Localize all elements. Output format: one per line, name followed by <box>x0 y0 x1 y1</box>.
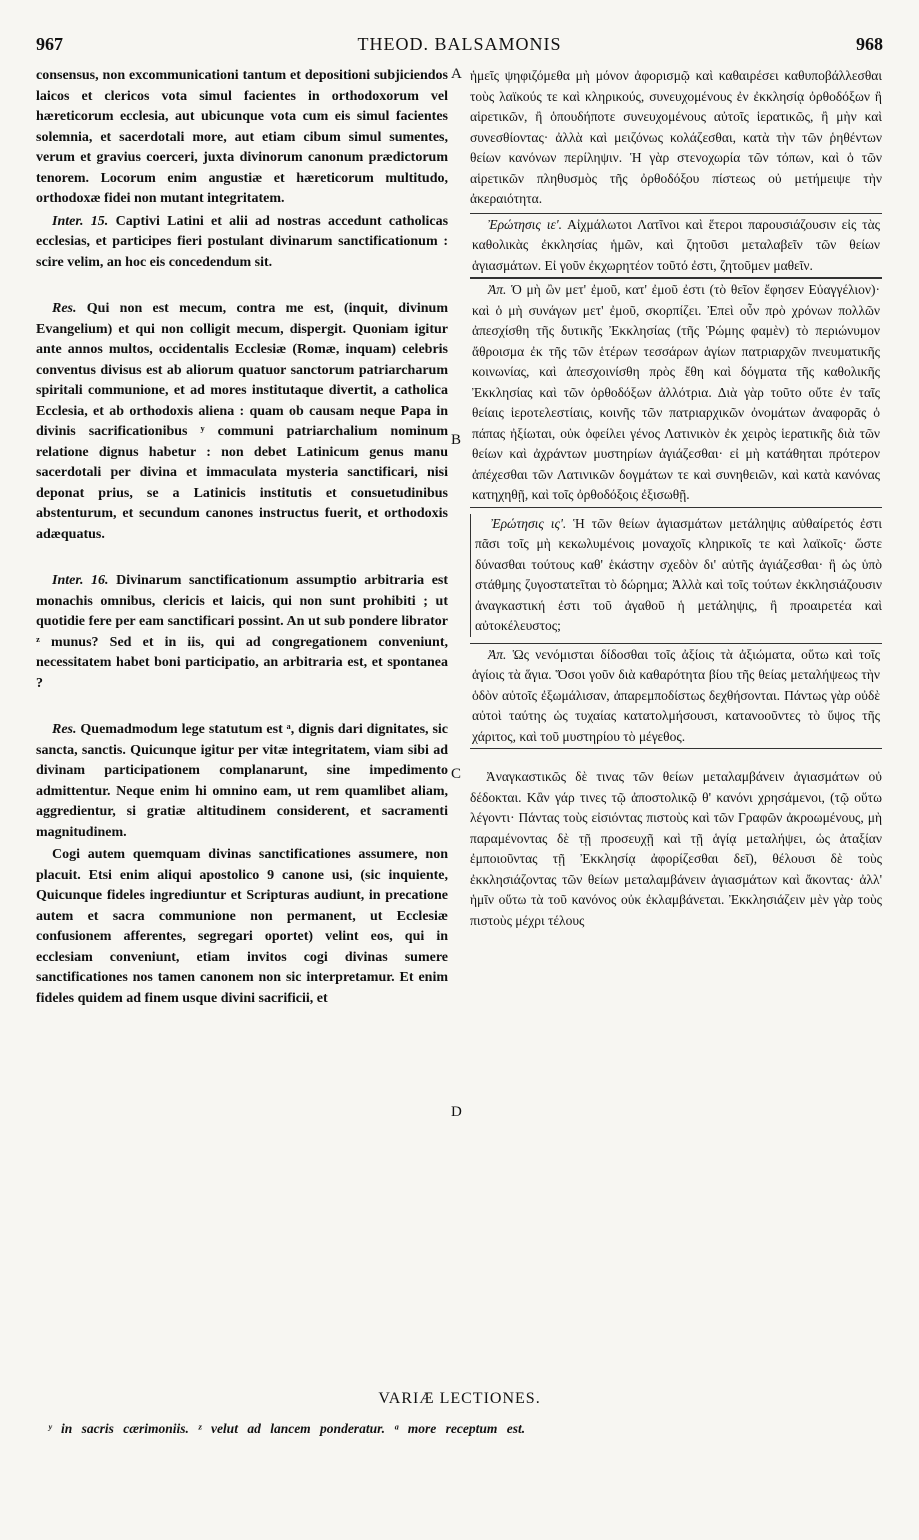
latin-column <box>36 66 448 1009</box>
greek-column <box>470 66 882 931</box>
margin-letter-d: D <box>451 1104 462 1120</box>
latin-paragraph-6: Cogi autem quemquam divinas sanctificationes assumere, non placuit. Etsi enim aliqui apostolico 9 canone usi, (sic inquiente, Quicunque fideles ingrediuntur et Scripturas audiunt, in precatione autem et sacra communione non permanent, ut Ecclesiæ confusionem afferentes, segregari oportet) velint eos, qui in ecclesiam conveniunt, etiam invitos cogi divinas sumere sanctificationes nos tamen canonem non sic interpretamur. Et enim fideles quidem ad finem usque divini sacrificii, et <box>36 847 448 1006</box>
running-title: THEOD. BALSAMONIS <box>357 34 562 54</box>
greek-paragraph-4: Ἡ τῶν θείων ἁγιασμάτων μετάληψις αὐθαίρετός ἐστι πᾶσι τοῖς μὴ κεκωλυμένοις μοναχοῖς κληρικοῖς τε καὶ λαϊκοῖς· ὥστε δύνασθαι τούτους καθ' ἑκάστην σχεδὸν δι' αὐτῆς ἁγιάζεσθαι· ἢ ὡς ὑπὸ στάθμης ζυγοστατεῖται τὸ δώρημα; Ἀλλὰ καὶ τοῖς τούτων ἐκκλησιάζουσιν ἀναγκαστική ἐστι τοῦ ἀγαθοῦ ἡ μετάληψις, ἢ προαιρετέα καὶ αὐτοκέλευστος; <box>475 515 883 633</box>
margin-letter-c: C <box>451 766 462 782</box>
margin-letter-a: A <box>451 66 462 82</box>
greek-paragraph-2: Αἰχμάλωτοι Λατῖνοι καὶ ἕτεροι παρουσιάζουσιν εἰς τὰς καθολικὰς ἐκκλησίας ἡμῶν, καὶ ζητοῦσι μεταλαβεῖν τῶν θείων ἁγιασμάτων. Εἰ γοῦν ἐκχωρητέον τοῦτό ἐστι, ζητοῦμεν μαθεῖν. <box>472 216 880 273</box>
greek-label-erotesis-15: Ἐρώτησις ιε'. <box>488 216 563 232</box>
latin-label-res-1: Res. <box>52 301 77 316</box>
variae-lectiones-notes: ʸ in sacris cærimoniis. ᶻ velut ad lancem ponderatur. ᵃ more receptum est. <box>48 1421 526 1436</box>
latin-paragraph-5: Quemadmodum lege statutum est ᵃ, dignis dari dignitates, sic sancta, sanctis. Quicunque igitur per vitæ integritatem, viam sibi ad divinam participationem complanarunt, sine impedimento admittentur. Neque enim hi omnino eam, ut rem quamlibet aliam, aggredientur, si gratiæ altitudinem considerent, et sacramenti magnitudinem. <box>36 722 448 840</box>
page-number-left: 967 <box>36 34 63 54</box>
greek-label-erotesis-16: Ἐρώτησις ις'. <box>491 515 567 531</box>
latin-paragraph-4: Divinarum sanctificationum assumptio arbitraria est monachis omnibus, clericis et laicis, qui non sunt prohibiti ; ut quotidie fere per eam sanctificari possint. An ut sub pondere librator ᶻ munus? Sed et in iis, qui ad congregationem conveniunt, necessitatem habet boni participatio, an arbitraria est, et spontanea ? <box>36 573 449 691</box>
greek-paragraph-1: ἡμεῖς ψηφιζόμεθα μὴ μόνον ἀφορισμῷ καὶ καθαιρέσει καθυποβάλλεσθαι τοὺς λαϊκούς τε καὶ κληρικούς, συνευχομένους ἐν ἐκκλησίᾳ ὀρθοδόξων ἢ αἱρετικῶν, ἢ ὁπουδήποτε συνευχομένους αὐτοῖς ἱερατικῶς, ἢ μὴν καὶ συνεσθίοντας· ἀλλὰ καὶ μειζόνως κολάζεσθαι, κατὰ τὴν τῶν ῥηθέντων θείων κανόνων περίληψιν. Ἡ γὰρ στενοχωρία τῶν τόπων, καὶ ὁ τῶν αἱρετικῶν πληθυσμὸς τῆς ὀρθοδόξου πίστεως οὐ μετήμειψε τὴν ἀκεραιότητα. <box>470 68 882 206</box>
page-number-right: 968 <box>856 34 883 54</box>
greek-label-ap-1: Ἀπ. <box>488 282 507 297</box>
latin-paragraph-3: Qui non est mecum, contra me est, (inquit, divinum Evangelium) et qui non colligit mecum, dispergit. Quoniam igitur ante annos multos, occidentalis Ecclesiæ (Romæ, inquam) celebris conventus divisus est ab aliorum quatuor sanctorum patriarcharum spiritali communione, et ad mores institutaque divertit, a catholica Ecclesia, et ab orthodoxis aliena : quam ob causam neque Papa in divinis sacrificationibus ʸ communi patriarchalium nominum relatione dignus habetur : non debet Latinicum genus manu sacerdotali per divina et immaculata mysteria sanctificari, nisi deponat prius, se a Latinicis institutis et consuetudinibus abstenturum, et secundum canones instructus fuerit, et orthodoxis adæquatus. <box>36 301 448 542</box>
page-header <box>36 34 883 58</box>
greek-paragraph-5: Ὡς νενόμισται δίδοσθαι τοῖς ἀξίοις τὰ ἀξιώματα, οὕτω καὶ τοῖς ἁγίοις τὰ ἅγια. Ὅσοι γοῦν διὰ καθαρότητα βίου τῆς θείας μεταλήψεως τὴν ὁδὸν αὐτοῖς ἐξωμάλισαν, ἀπαρεμποδίστως δεχθήσονται. Πάντως γὰρ οὐδὲ αὐτοὶ ταύτης ὡς τυχαίας κατατολμήσουσι, κατανοοῦντες τὸ ὕψος τῆς χάριτος, καὶ τοῦ μυστηρίου τὸ μέγεθος. <box>472 646 880 744</box>
margin-letter-b: B <box>451 432 462 448</box>
variae-lectiones-title: VARIÆ LECTIONES. <box>378 1390 541 1407</box>
latin-paragraph-2: Captivi Latini et alii ad nostras accedunt catholicas ecclesias, et participes fieri postulant divinarum sanctificationum : scire velim, an hoc eis concedendum sit. <box>36 213 449 270</box>
latin-label-inter-16: Inter. 16. <box>52 573 109 588</box>
greek-label-ap-2: Ἀπ. <box>488 646 507 662</box>
greek-paragraph-3: Ὁ μὴ ὢν μετ' ἐμοῦ, κατ' ἐμοῦ ἐστι (τὸ θεῖον ἔφησεν Εὐαγγέλιον)· καὶ ὁ μὴ συνάγων μετ' ἐμοῦ, σκορπίζει. Ἐπεὶ οὖν πρὸ χρόνων πολλῶν ἀπεσχίσθη τῆς δυτικῆς Ἐκκλησίας (τῆς Ῥώμης φαμὲν) τὸ περιώνυμον ἄθροισμα ἐκ τῆς τῶν ἑτέρων τεσσάρων ἁγίων πατριαρχῶν πνευματικῆς κοινωνίας, καὶ ἀπεσχοινίσθη πρὸς ἔθη καὶ δόγματα τῆς καθολικῆς Ἐκκλησίας καὶ τῶν ὀρθοδόξων ἀλλότρια. Διὰ γὰρ τοῦτο οὔτε ἐν ταῖς θείαις ἱεροτελεστίαις, κοινῆς τῶν πατριαρχικῶν ὀνομάτων ἀναφορᾶς ὁ πάπας ἠξίωται, οὐκ ὀφείλει γένος Λατινικὸν ἐκ χειρὸς ἱερατικῆς διὰ τῶν θείων καὶ ἀχράντων μυστηρίων ἁγιάζεσθαι· εἰ μὴ κατάθηται πρότερον ἀπέχεσθαι τῶν Λατινικῶν δογμάτων τε καὶ συνηθειῶν, καὶ κατὰ κανόνας κατηχηθῇ, καὶ τοῖς ὀρθοδόξοις ἐξισωθῇ. <box>472 282 881 502</box>
latin-paragraph-1: consensus, non excommunicationi tantum et depositioni subjiciendos laicos et clericos vota simul facientes in orthodoxorum vel hæreticorum ecclesia, aut ubicunque vota cum eis simul facientes solemnia, et sacerdotali more, aut etiam cibum simul sumentes, verum et gravius coerceri, juxta divinorum canonum prædictorum tenorem. Locorum enim angustiæ et hæreticorum multitudo, orthodoxæ fidei non mutant integritatem. <box>36 68 448 206</box>
latin-label-res-2: Res. <box>52 722 77 737</box>
latin-label-inter-15: Inter. 15. <box>52 213 109 229</box>
greek-paragraph-6: Ἀναγκαστικῶς δὲ τινας τῶν θείων μεταλαμβάνειν ἁγιασμάτων οὐ δέδοκται. Κἂν γάρ τινες τῷ ἀποστολικῷ θ' κανόνι χρησάμενοι, (τῷ οὕτω λέγοντι· Πάντας τοὺς εἰσιόντας πιστοὺς καὶ τῶν Γραφῶν ἀκροωμένους, μὴ παραμένοντας δὲ τῇ προσευχῇ καὶ τῇ ἁγίᾳ μεταλήψει, ὡς ἀταξίαν ἐμποιοῦντας τῇ Ἐκκλησίᾳ ἀφορίζεσθαι δεῖ), θέλουσι δὲ τοὺς ἐκκλησιάζοντας τῶν θείων μεταλαμβάνειν ἁγιασμάτων καὶ ἄκοντας· ἀλλ' ἡμῖν οὕτω τὰ τοῦ κανόνος οὐκ ἐκλαμβάνεται. Ἐκκλησιάζειν μὲν γὰρ τοὺς πιστοὺς μέχρι τέλους <box>470 769 882 928</box>
